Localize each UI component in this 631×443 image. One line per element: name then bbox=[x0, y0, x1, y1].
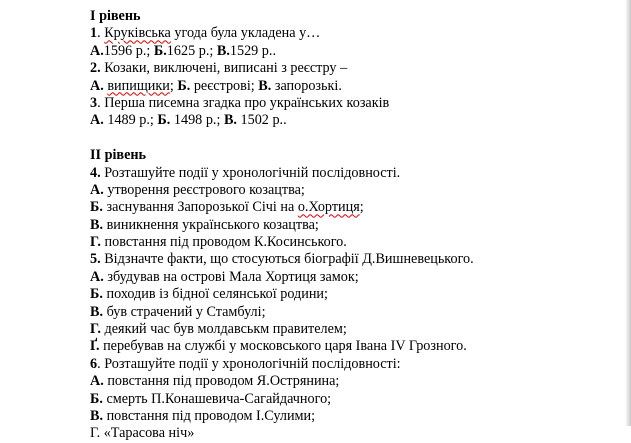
question-6-option-d-partial: Г. «Тарасова ніч» bbox=[90, 425, 195, 442]
spellcheck-word: випищики bbox=[107, 77, 170, 94]
question-4: 4. Розташуйте події у хронологічній послідовності. bbox=[90, 164, 401, 181]
question-1-options: А.1596 р.; Б.1625 р.; В.1529 р.. bbox=[90, 42, 276, 59]
question-2: 2. Козаки, виключені, виписані з реєстру – bbox=[90, 60, 348, 77]
question-3-options: А. 1489 р.; Б. 1498 р.; В. 1502 р.. bbox=[90, 112, 287, 129]
question-5-option-d: Г. деякий час був молдавськм правителем; bbox=[90, 321, 347, 338]
spellcheck-word: о.Хортиця bbox=[297, 199, 360, 216]
question-3: 3. Перша писемна згадка про українських козаків bbox=[90, 94, 390, 111]
document-content bbox=[90, 8, 610, 443]
question-6-option-c: В. повстання під проводом І.Сулими; bbox=[90, 407, 316, 424]
question-4-option-b: Б. заснування Запорозької Січі на о.Хортиця; bbox=[90, 199, 364, 216]
question-4-option-d: Г. повстання під проводом К.Косинського. bbox=[90, 234, 347, 251]
question-5-option-c: В. був страчений у Стамбулі; bbox=[90, 303, 266, 320]
question-6: 6. Розташуйте події у хронологічній послідовності: bbox=[90, 355, 401, 372]
question-5-option-e: Ґ. перебував на службі у московського царя Івана IV Грозного. bbox=[90, 338, 467, 355]
question-5-option-b: Б. походив із бідної селянської родини; bbox=[90, 286, 328, 303]
question-4-option-c: В. виникнення українського козацтва; bbox=[90, 216, 319, 233]
question-6-option-a: А. повстання під проводом Я.Острянина; bbox=[90, 373, 340, 390]
blank-line bbox=[90, 130, 610, 147]
question-5-option-a: А. збудував на острові Мала Хортиця замок; bbox=[90, 268, 359, 285]
spellcheck-word: Круківська bbox=[104, 25, 171, 42]
question-1: 1. Круківська угода була укладена у… bbox=[90, 25, 321, 42]
question-5: 5. Відзначте факти, що стосуються біографії Д.Вишневецького. bbox=[90, 251, 474, 268]
level-1-heading: I рівень bbox=[90, 8, 141, 24]
question-4-option-a: А. утворення реєстрового козацтва; bbox=[90, 181, 305, 198]
page-edge-shadow bbox=[625, 0, 631, 426]
question-2-options: А. випищики; Б. реєстрові; В. запорозькі. bbox=[90, 77, 342, 94]
level-2-heading: ІІ рівень bbox=[90, 147, 147, 164]
question-6-option-b: Б. смерть П.Конашевича-Сагайдачного; bbox=[90, 390, 332, 407]
